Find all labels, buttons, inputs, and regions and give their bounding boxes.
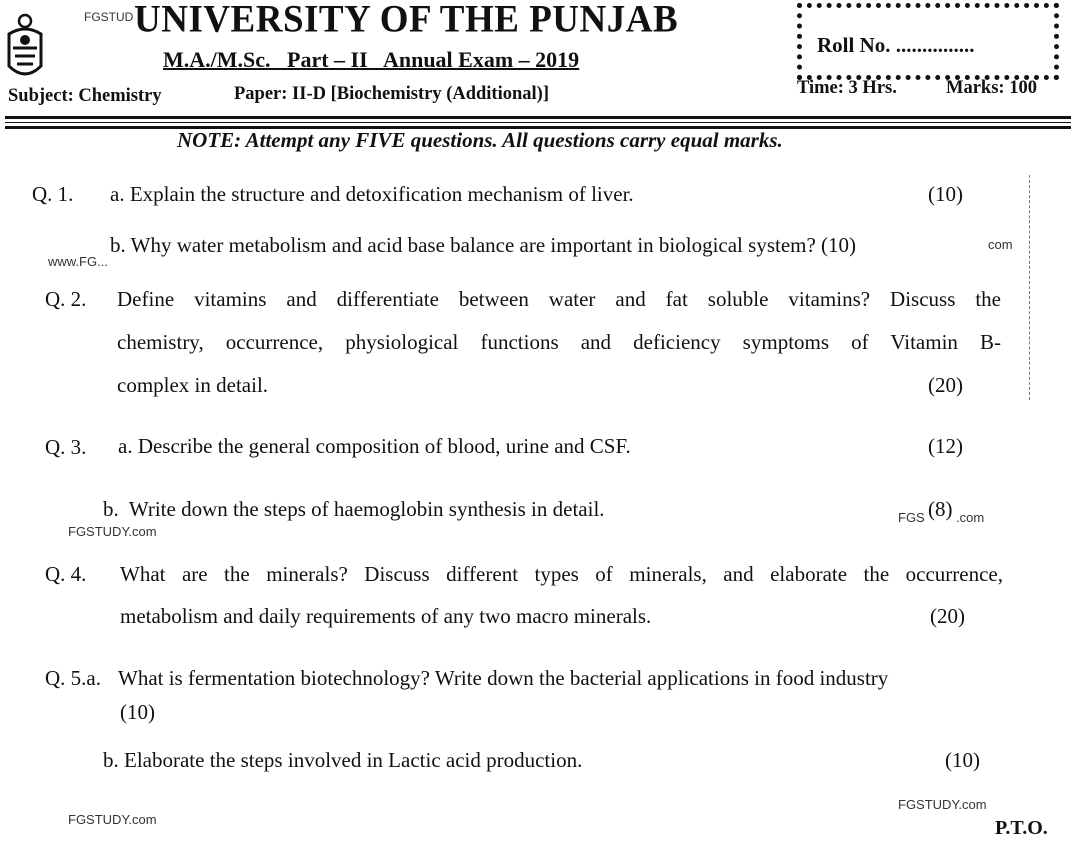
q4-text-line: metabolism and daily requirements of any two macro minerals. bbox=[120, 604, 652, 628]
q5b-text: b. Elaborate the steps involved in Lactic acid production. bbox=[103, 748, 583, 772]
q2-text-line: chemistry, occurrence, physiological functions and deficiency symptoms of Vitamin B- bbox=[117, 330, 1001, 354]
paper-label: Paper: II-D [Biochemistry (Additional)] bbox=[234, 84, 549, 104]
q3-number: Q. 3. bbox=[45, 435, 87, 459]
watermark-text: com bbox=[988, 237, 1013, 252]
q4-marks: (20) bbox=[930, 604, 965, 628]
q2-text-line: complex in detail. bbox=[117, 373, 269, 397]
watermark-text: .com bbox=[956, 510, 985, 525]
q4-number: Q. 4. bbox=[45, 562, 87, 586]
header-rule-top bbox=[5, 116, 1071, 119]
q2-number: Q. 2. bbox=[45, 287, 87, 311]
watermark-text: www.FG... bbox=[48, 254, 108, 269]
watermark-text: FGSTUD bbox=[84, 10, 134, 24]
scan-edge-line bbox=[1029, 175, 1030, 400]
q5b-marks: (10) bbox=[945, 748, 980, 772]
q2-text-line: Define vitamins and differentiate between water and fat soluble vitamins? Discuss the bbox=[117, 287, 1001, 311]
university-title: UNIVERSITY OF THE PUNJAB bbox=[134, 0, 679, 42]
roll-number-field: Roll No. ............... bbox=[817, 33, 975, 57]
university-logo bbox=[5, 12, 45, 84]
page-turn-label: P.T.O. bbox=[995, 817, 1048, 839]
q3b-text: b. Write down the steps of haemoglobin synthesis in detail. bbox=[103, 497, 605, 521]
q5a-text: What is fermentation biotechnology? Write down the bacterial applications in food industry bbox=[118, 666, 889, 690]
watermark-text: FGSTUDY.com bbox=[68, 524, 157, 539]
q1-number: Q. 1. bbox=[32, 182, 74, 206]
q1a-text: a. Explain the structure and detoxification mechanism of liver. bbox=[110, 182, 634, 206]
exam-title: M.A./M.Sc. Part – II Annual Exam – 2019 bbox=[163, 47, 580, 72]
watermark-text: FGS bbox=[898, 510, 925, 525]
subject-label: Subject: Chemistry bbox=[8, 86, 162, 106]
q3b-marks: (8) bbox=[928, 497, 953, 521]
q3a-text: a. Describe the general composition of blood, urine and CSF. bbox=[118, 434, 631, 458]
watermark-text: FGSTUDY.com bbox=[68, 812, 157, 827]
time-label: Time: 3 Hrs. bbox=[797, 78, 897, 98]
instructions-note: NOTE: Attempt any FIVE questions. All questions carry equal marks. bbox=[177, 128, 783, 152]
marks-label: Marks: 100 bbox=[946, 78, 1037, 98]
watermark-text: FGSTUDY.com bbox=[898, 797, 987, 812]
q1b-text: b. Why water metabolism and acid base balance are important in biological system? (10) bbox=[110, 233, 857, 257]
q1a-marks: (10) bbox=[928, 182, 963, 206]
q4-text-line: What are the minerals? Discuss different types of minerals, and elaborate the occurrence, bbox=[120, 562, 1003, 586]
q5a-marks: (10) bbox=[120, 700, 155, 724]
header-rule-mid bbox=[5, 122, 1071, 123]
q2-marks: (20) bbox=[928, 373, 963, 397]
q5-number: Q. 5.a. bbox=[45, 666, 101, 690]
q3a-marks: (12) bbox=[928, 434, 963, 458]
